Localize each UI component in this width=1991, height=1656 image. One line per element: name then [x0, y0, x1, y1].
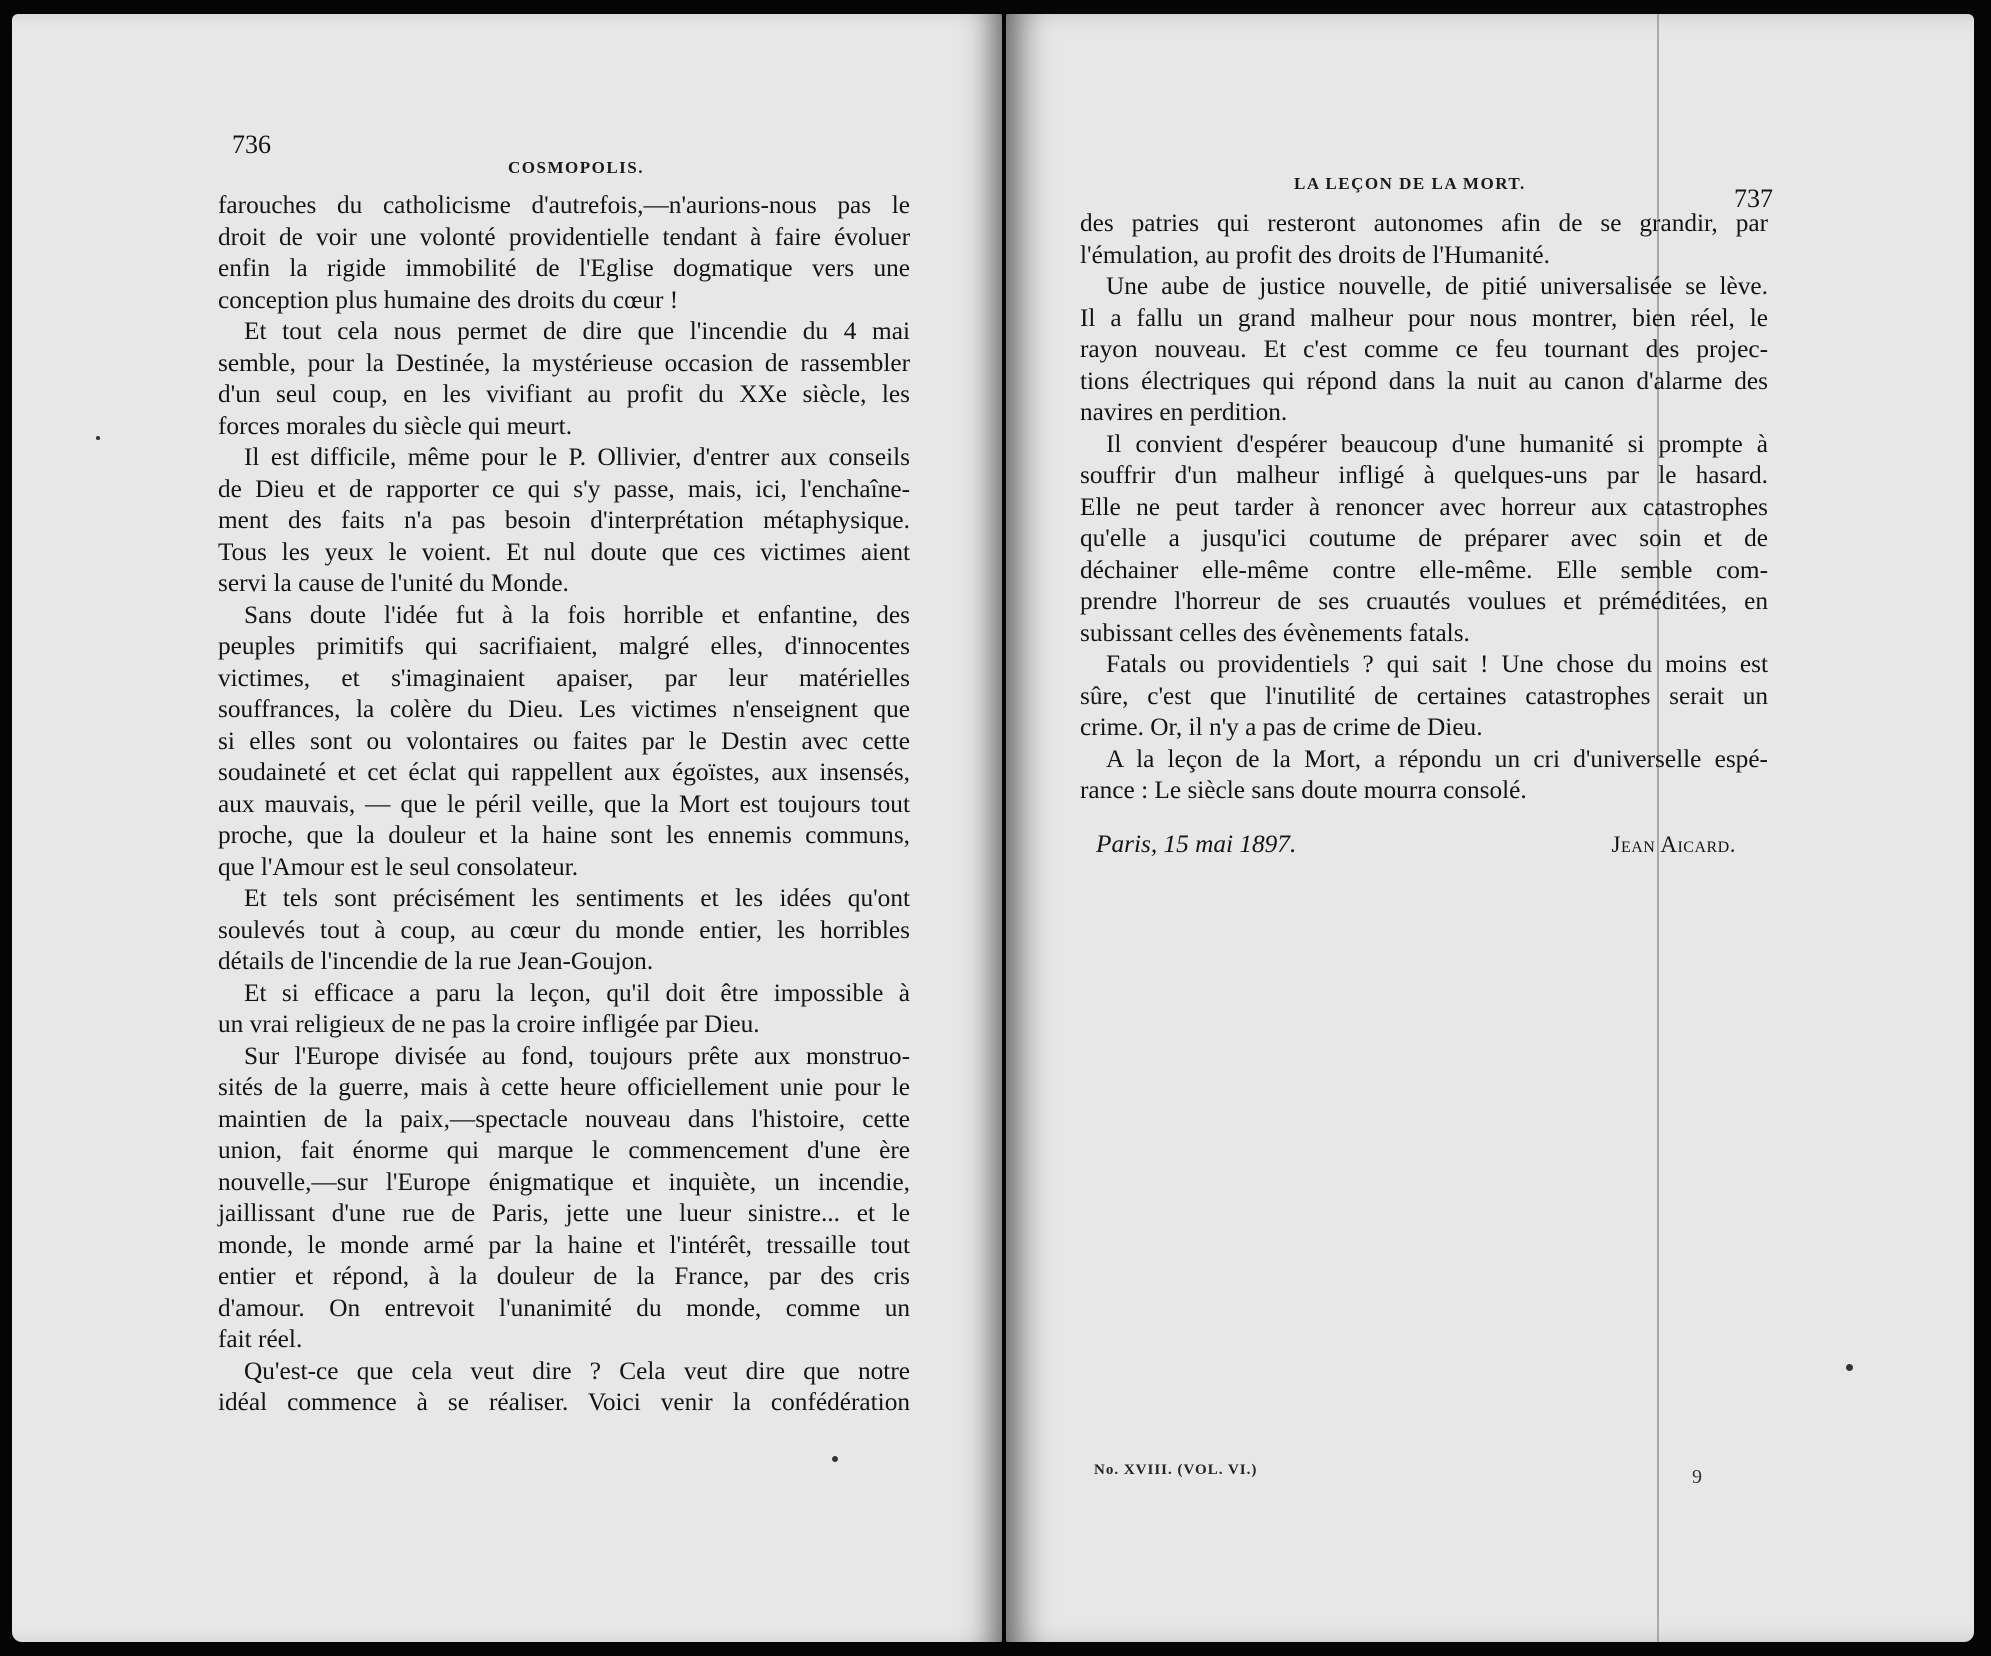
text-line: Il a fallu un grand malheur pour nous montrer, bien réel, le — [1080, 303, 1768, 332]
text-line: souffrir d'un malheur infligé à quelques-uns par le hasard. — [1080, 461, 1768, 489]
signature-place-date: Paris, 15 mai 1897. — [1096, 830, 1297, 858]
text-line: Sur l'Europe divisée au fond, toujours prête aux monstruo- — [244, 1041, 910, 1070]
signature-mark: No. XVIII. (VOL. VI.) — [1094, 1462, 1258, 1478]
text-line: Tous les yeux le voient. Et nul doute que ces victimes aient — [218, 537, 910, 566]
text-line: détails de l'incendie de la rue Jean-Goujon. — [218, 947, 654, 975]
text-line: fait réel. — [218, 1325, 303, 1353]
left-page-body — [218, 190, 910, 1419]
text-line: qu'elle a jusqu'ici coutume de préparer avec soin et de — [1080, 524, 1768, 552]
text-line: rance : Le siècle sans doute mourra consolé. — [1080, 776, 1527, 804]
text-line: monde, le monde armé par la haine et l'intérêt, tressaille tout — [218, 1230, 910, 1259]
text-line: Sans doute l'idée fut à la fois horrible et enfantine, des — [244, 600, 910, 629]
running-head: COSMOPOLIS. — [508, 158, 644, 177]
text-line: que l'Amour est le seul consolateur. — [218, 852, 579, 881]
text-line: ment des faits n'a pas besoin d'interprétation métaphysique. — [218, 506, 910, 534]
text-line: entier et répond, à la douleur de la France, par des cris — [218, 1262, 910, 1290]
text-line: idéal commence à se réaliser. Voici venir la confédération — [218, 1388, 910, 1416]
text-line: l'émulation, au profit des droits de l'Humanité. — [1080, 240, 1550, 269]
text-line: Elle ne peut tarder à renoncer avec horreur aux catastrophes — [1080, 492, 1768, 521]
text-line: semble, pour la Destinée, la mystérieuse occasion de rassembler — [218, 348, 910, 377]
text-line: union, fait énorme qui marque le commencement d'une ère — [218, 1136, 910, 1164]
right-page-body — [1080, 208, 1768, 807]
signature-author: Jean Aicard. — [1611, 832, 1736, 857]
page-number: 736 — [232, 130, 271, 159]
text-line: sités de la guerre, mais à cette heure officiellement unie pour le — [218, 1073, 910, 1101]
text-line: rayon nouveau. Et c'est comme ce feu tournant des projec- — [1080, 335, 1768, 363]
ink-speck — [96, 436, 100, 440]
text-line: forces morales du siècle qui meurt. — [218, 411, 573, 440]
ink-speck — [1846, 1364, 1853, 1371]
article-signature — [1096, 830, 1736, 859]
text-line: maintien de la paix,—spectacle nouveau dans l'histoire, cette — [218, 1104, 910, 1133]
text-line: souffrances, la colère du Dieu. Les victimes n'enseignent que — [218, 695, 910, 723]
text-line: sûre, c'est que l'inutilité de certaines catastrophes serait un — [1080, 681, 1768, 710]
text-line: Il est difficile, même pour le P. Ollivier, d'entrer aux conseils — [244, 443, 910, 471]
text-line: droit de voir une volonté providentielle tendant à faire évoluer — [218, 222, 910, 251]
text-line: tions électriques qui répond dans la nuit au canon d'alarme des — [1080, 366, 1768, 395]
text-line: déchainer elle-même contre elle-même. Elle semble com- — [1080, 555, 1768, 584]
text-line: soulevés tout à coup, au cœur du monde entier, les horribles — [218, 915, 910, 944]
text-line: si elles sont ou volontaires ou faites par le Destin avec cette — [218, 726, 910, 755]
text-line: Il convient d'espérer beaucoup d'une humanité si prompte à — [1106, 429, 1768, 458]
text-line: soudaineté et cet éclat qui rappellent aux égoïstes, aux insensés, — [218, 758, 910, 786]
text-line: Et tels sont précisément les sentiments et les idées qu'ont — [244, 884, 910, 912]
running-head: LA LEÇON DE LA MORT. — [1294, 174, 1526, 193]
text-line: nouvelle,—sur l'Europe énigmatique et inquiète, un incendie, — [218, 1167, 910, 1196]
text-line: Qu'est-ce que cela veut dire ? Cela veut dire que notre — [244, 1356, 910, 1385]
text-line: Et tout cela nous permet de dire que l'incendie du 4 mai — [244, 317, 910, 345]
text-line: conception plus humaine des droits du cœur ! — [218, 285, 679, 314]
text-line: subissant celles des évènements fatals. — [1080, 618, 1470, 647]
text-line: Fatals ou providentiels ? qui sait ! Une chose du moins est — [1106, 650, 1768, 678]
text-line: victimes, et s'imaginaient apaiser, par leur matérielles — [218, 663, 910, 692]
text-line: d'un seul coup, en les vivifiant au profit du XXe siècle, les — [218, 380, 910, 408]
ink-speck — [832, 1456, 838, 1462]
text-line: enfin la rigide immobilité de l'Eglise dogmatique vers une — [218, 254, 910, 282]
page-number: 737 — [1734, 184, 1773, 213]
text-line: Et si efficace a paru la leçon, qu'il doit être impossible à — [244, 978, 910, 1007]
text-line: jaillissant d'une rue de Paris, jette une lueur sinistre... et le — [218, 1199, 910, 1227]
text-line: proche, que la douleur et la haine sont les ennemis communs, — [218, 821, 910, 849]
text-line: navires en perdition. — [1080, 398, 1288, 426]
text-line: servi la cause de l'unité du Monde. — [218, 569, 569, 597]
text-line: un vrai religieux de ne pas la croire infligée par Dieu. — [218, 1010, 760, 1038]
sheet-number: 9 — [1692, 1466, 1702, 1488]
text-line: farouches du catholicisme d'autrefois,—n'aurions-nous pas le — [218, 191, 910, 219]
text-line: aux mauvais, — que le péril veille, que la Mort est toujours tout — [218, 789, 910, 818]
text-line: crime. Or, il n'y a pas de crime de Dieu. — [1080, 713, 1483, 741]
text-line: d'amour. On entrevoit l'unanimité du monde, comme un — [218, 1293, 910, 1322]
text-line: Une aube de justice nouvelle, de pitié universalisée se lève. — [1106, 272, 1768, 300]
text-line: des patries qui resteront autonomes afin de se grandir, par — [1080, 209, 1768, 237]
text-line: de Dieu et de rapporter ce qui s'y passe, mais, ici, l'enchaîne- — [218, 474, 910, 503]
text-line: peuples primitifs qui sacrifiaient, malgré elles, d'innocentes — [218, 632, 910, 660]
text-line: A la leçon de la Mort, a répondu un cri d'universelle espé- — [1106, 744, 1768, 773]
text-line: prendre l'horreur de ses cruautés voulues et préméditées, en — [1080, 587, 1768, 615]
